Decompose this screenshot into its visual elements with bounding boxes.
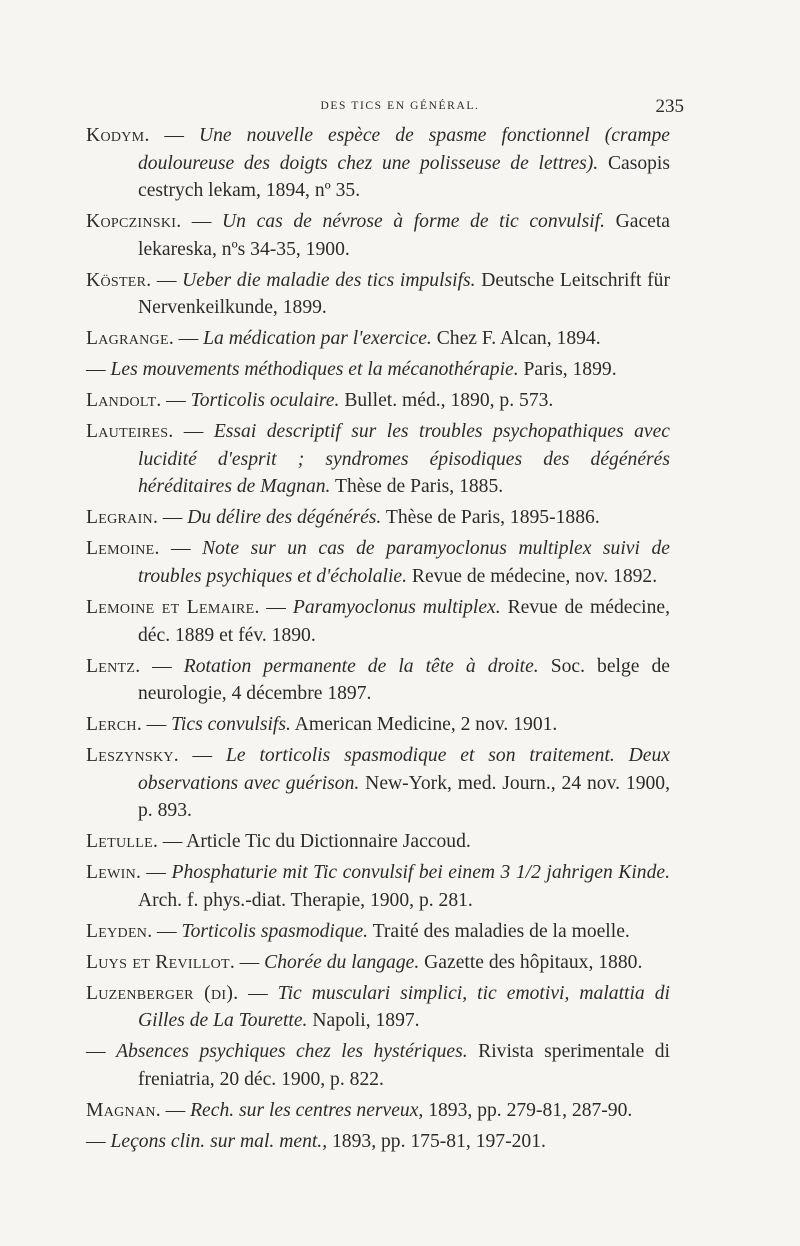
entry-publication: Gazette des hôpitaux, 1880. [419, 951, 643, 973]
entry-separator: . — [254, 597, 293, 619]
entry-publication: Revue de médecine, nov. 1892. [407, 566, 658, 588]
bibliography-entry [86, 387, 670, 415]
entry-author: Lagrange [86, 328, 169, 350]
entry-separator: — [86, 1041, 117, 1063]
entry-title: Paramyoclonus multiplex. [292, 597, 501, 619]
entry-separator: . — [173, 745, 227, 767]
bibliography-entry [86, 594, 670, 649]
entry-separator: . — [136, 714, 172, 736]
entry-title: Tic musculari simplici, tic emotivi, malattia di Gilles de La Tourette. [138, 982, 670, 1032]
entry-title: Absences psychiques chez les hystériques. [116, 1041, 468, 1063]
bibliography-entry [86, 208, 670, 263]
entry-title: Les mouvements méthodiques et la mécanothérapie. [110, 359, 519, 381]
entry-title: Chorée du langage. [264, 951, 420, 973]
entry-title: Torticolis oculaire. [190, 390, 340, 412]
entry-publication: 1893, pp. 175-81, 197-201. [327, 1131, 546, 1152]
entry-publication: Gaceta lekareska, nºs 34-35, 1900. [138, 211, 671, 260]
entry-title: Essai descriptif sur les troubles psychopathiques avec lucidité d'esprit ; syndromes épisodiques des dégénérés héréditaires de Magnan. [138, 421, 670, 498]
bibliography-entry [86, 325, 670, 353]
entry-title: Du délire des dégénérés. [187, 507, 382, 529]
entry-author: Lemoine [86, 538, 155, 560]
entry-separator: . — [135, 655, 184, 677]
bibliography-entry [86, 1097, 670, 1125]
entry-separator: . — [152, 507, 188, 529]
entry-separator: . — [147, 920, 182, 942]
entry-separator: . — [136, 862, 172, 884]
entry-publication: Napoli, 1897. [307, 1010, 420, 1032]
bibliography-entry [86, 828, 670, 856]
entry-title: Rech. sur les centres nerveux, [190, 1100, 424, 1122]
bibliography-entry [86, 418, 670, 501]
entry-author: Lemoine et Lemaire [86, 597, 255, 619]
entry-separator: — [86, 1131, 111, 1152]
entry-author: Lauteires [86, 421, 169, 443]
bibliography-entry [86, 949, 670, 977]
entry-publication: Casopis cestrych lekam, 1894, nº 35. [138, 152, 671, 202]
entry-publication: Paris, 1899. [518, 359, 617, 381]
bibliography-list [86, 122, 670, 1159]
bibliography-entry [86, 859, 670, 914]
bibliography-entry [86, 1128, 670, 1156]
entry-separator: . — [154, 538, 203, 560]
entry-author: Lentz [86, 655, 136, 677]
bibliography-entry [86, 742, 670, 825]
entry-author: Köster [86, 269, 147, 291]
bibliography-entry [86, 653, 670, 708]
entry-title: Leçons clin. sur mal. ment., [110, 1131, 328, 1152]
entry-author: Leszynsky [86, 745, 174, 767]
entry-publication: Article Tic du Dictionnaire Jaccoud. [186, 831, 471, 853]
entry-publication: Arch. f. phys.-diat. Therapie, 1900, p. 281. [138, 889, 473, 911]
bibliography-entry [86, 918, 670, 946]
running-header [0, 96, 800, 118]
entry-publication: 1893, pp. 279-81, 287-90. [423, 1100, 633, 1122]
entry-publication: Chez F. Alcan, 1894. [431, 328, 601, 350]
entry-title: Phosphaturie mit Tic convulsif bei einem 3 1/2 jahrigen Kinde. [171, 862, 670, 884]
entry-author: Leyden [86, 920, 148, 942]
entry-separator: . — [155, 1100, 191, 1122]
entry-publication: New-York, med. Journ., 24 nov. 1900, p. 893. [138, 772, 670, 822]
entry-author: Legrain [86, 507, 153, 529]
bibliography-entry [86, 356, 670, 384]
bibliography-entry [86, 267, 670, 322]
entry-separator: . — [176, 211, 223, 233]
entry-separator: . — [168, 421, 214, 443]
entry-publication: Bullet. méd., 1890, p. 573. [339, 390, 554, 412]
entry-separator: . — [144, 125, 199, 146]
entry-publication: Deutsche Leitschrift für Nervenkeilkunde, 1899. [138, 269, 670, 319]
entry-author: Luzenberger (di) [86, 982, 234, 1004]
entry-author: Luys et Revillot [86, 951, 230, 973]
entry-title: La médication par l'exercice. [203, 328, 432, 350]
entry-publication: Traité des maladies de la moelle. [368, 920, 630, 942]
entry-author: Landolt [86, 390, 157, 412]
entry-publication: Revue de médecine, déc. 1889 et fév. 1890. [138, 597, 670, 646]
entry-title: Un cas de névrose à forme de tic convulsif. [222, 211, 605, 233]
entry-publication: American Medicine, 2 nov. 1901. [290, 714, 558, 736]
bibliography-entry [86, 711, 670, 739]
entry-title: Note sur un cas de paramyoclonus multiplex suivi de troubles psychiques et d'écholalie. [138, 538, 670, 588]
entry-separator: . — [168, 328, 204, 350]
entry-title: Tics convulsifs. [171, 714, 291, 736]
entry-publication: Thèse de Paris, 1895-1886. [381, 507, 600, 529]
bibliography-entry [86, 504, 670, 532]
entry-title: Ueber die maladie des tics impulsifs. [182, 269, 476, 291]
entry-author: Kopczinski [86, 211, 177, 233]
bibliography-entry [86, 535, 670, 590]
entry-title: Torticolis spasmodique. [181, 920, 369, 942]
entry-author: Letulle [86, 831, 153, 853]
entry-title: Rotation permanente de la tête à droite. [183, 655, 539, 677]
bibliography-entry [86, 122, 670, 205]
entry-author: Kodym [86, 125, 145, 146]
entry-publication: Rivista sperimentale di freniatria, 20 déc. 1900, p. 822. [138, 1041, 670, 1091]
bibliography-entry [86, 980, 670, 1035]
bibliography-entry [86, 1038, 670, 1093]
entry-separator: — [86, 359, 111, 381]
page-number: 235 [655, 96, 684, 117]
entry-author: Magnan [86, 1100, 156, 1122]
entry-publication: Thèse de Paris, 1885. [330, 476, 504, 498]
running-title: DES TICS EN GÉNÉRAL. [320, 100, 480, 112]
entry-title: Une nouvelle espèce de spasme fonctionnel (crampe douloureuse des doigts chez une polisseuse de lettres). [138, 125, 670, 174]
entry-author: Lerch [86, 714, 137, 736]
entry-publication: Soc. belge de neurologie, 4 décembre 1897. [138, 655, 670, 705]
entry-separator: . — [233, 982, 278, 1004]
entry-separator: . — [146, 269, 183, 291]
entry-separator: . — [152, 831, 187, 853]
entry-separator: . — [229, 951, 265, 973]
entry-title: Le torticolis spasmodique et son traitement. Deux observations avec guérison. [138, 745, 670, 794]
entry-separator: . — [156, 390, 191, 412]
entry-author: Lewin [86, 862, 137, 884]
